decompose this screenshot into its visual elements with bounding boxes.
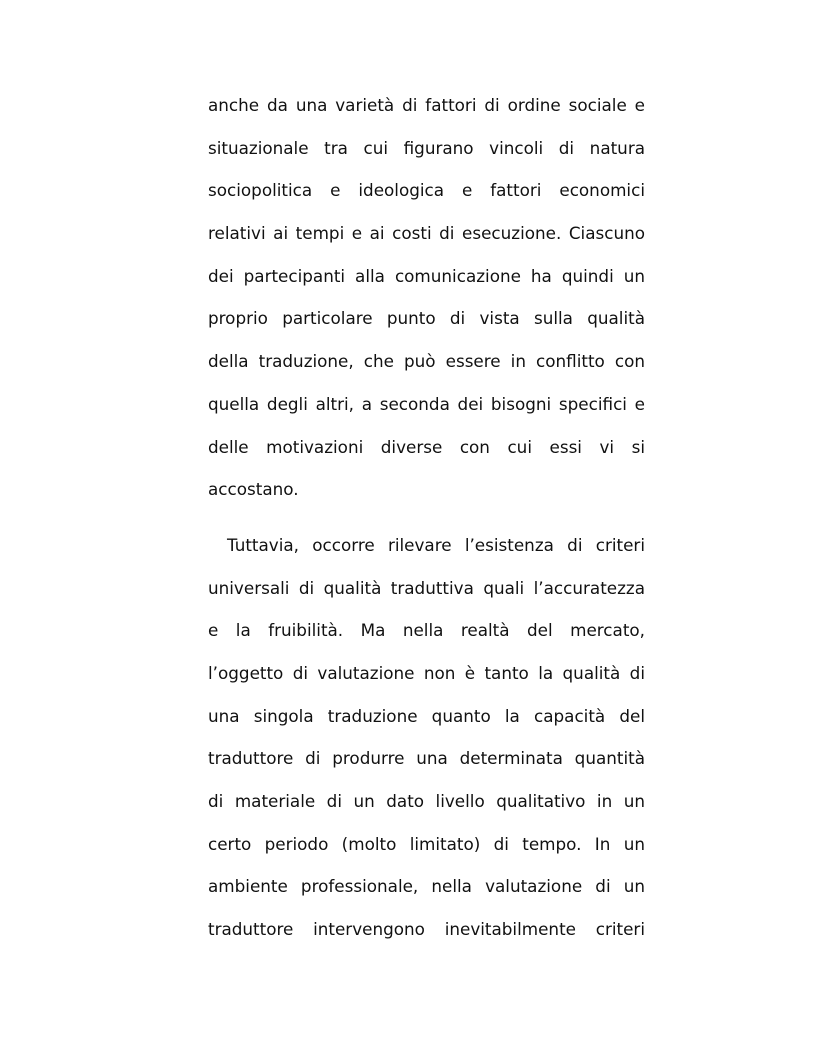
paragraph-spacer [208,511,645,524]
text-line: ambiente professionale, nella valutazione di un [208,876,645,897]
text-line: della traduzione, che può essere in conflitto con [208,351,645,372]
text-line: e la fruibilità. Ma nella realtà del mercato, [208,620,645,641]
body-text [208,84,645,951]
text-line: universali di qualità traduttiva quali l’accuratezza [208,577,645,598]
text-line: traduttore intervengono inevitabilmente criteri [208,919,645,940]
text-line: certo periodo (molto limitato) di tempo. In un [208,833,645,854]
text-line: l’oggetto di valutazione non è tanto la qualità di [208,662,645,683]
text-line: traduttore di produrre una determinata quantità [208,748,645,769]
text-line: di materiale di un dato livello qualitativo in un [208,791,645,811]
text-line: una singola traduzione quanto la capacità del [208,705,645,726]
text-line: dei partecipanti alla comunicazione ha quindi un [208,265,645,286]
text-line: delle motivazioni diverse con cui essi vi si [208,436,645,457]
paragraph-2 [208,524,645,951]
text-line: anche da una varietà di fattori di ordine sociale e [208,95,645,115]
text-line: relativi ai tempi e ai costi di esecuzione. Ciascuno [208,223,645,244]
text-line: accostano. [208,479,299,500]
text-line: quella degli altri, a seconda dei bisogni specifici e [208,393,645,414]
text-line: Tuttavia, occorre rilevare l’esistenza di criteri [227,534,645,555]
paragraph-1 [208,84,645,511]
text-line: situazionale tra cui figurano vincoli di natura [208,137,645,158]
text-line: sociopolitica e ideologica e fattori economici [208,180,645,201]
text-line: proprio particolare punto di vista sulla qualità [208,308,645,329]
